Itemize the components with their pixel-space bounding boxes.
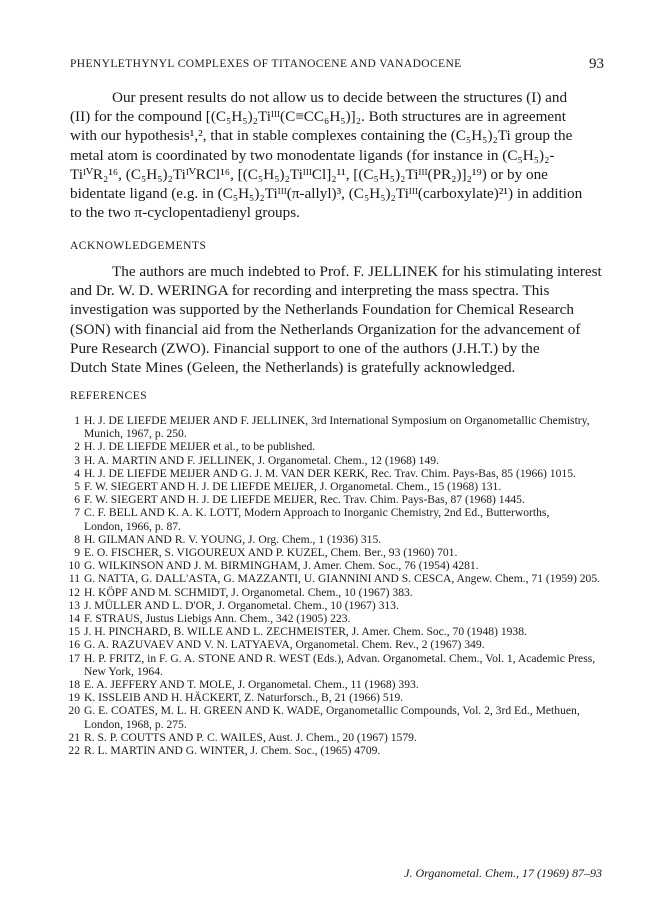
- reference-number: 18: [68, 678, 80, 692]
- reference-text-line: Munich, 1967, p. 250.: [84, 427, 187, 441]
- reference-text-line: C. F. BELL AND K. A. K. LOTT, Modern Approach to Inorganic Chemistry, 2nd Ed., Butterworths,: [84, 506, 550, 520]
- reference-text-line: London, 1966, p. 87.: [84, 519, 181, 533]
- reference-text-line: E. O. FISCHER, S. VIGOUREUX AND P. KUZEL, Chem. Ber., 93 (1960) 701.: [84, 546, 458, 560]
- paragraph-line: metal atom is coordinated by two monodentate ligands (for instance in (C₅H₅)₂-: [70, 146, 555, 164]
- reference-number: 11: [68, 572, 80, 586]
- reference-text-line: H. A. MARTIN AND F. JELLINEK, J. Organometal. Chem., 12 (1968) 149.: [84, 453, 439, 467]
- reference-number: 8: [74, 532, 80, 546]
- paragraph-line: to the two π-cyclopentadienyl groups.: [70, 204, 300, 222]
- reference-number: 16: [68, 638, 80, 652]
- reference-number: 9: [74, 546, 80, 560]
- reference-number: 13: [68, 598, 80, 612]
- reference-number: 3: [74, 453, 80, 467]
- reference-text-line: G. WILKINSON AND J. M. BIRMINGHAM, J. Amer. Chem. Soc., 76 (1954) 4281.: [84, 559, 479, 573]
- paragraph-line: Dutch State Mines (Geleen, the Netherlands) is gratefully acknowledged.: [70, 359, 516, 377]
- reference-text-line: H. P. FRITZ, in F. G. A. STONE AND R. WEST (Eds.), Advan. Organometal. Chem., Vol. 1, Academic Press,: [84, 651, 596, 665]
- reference-item: [68, 546, 608, 559]
- paragraph-line: Our present results do not allow us to decide between the structures (I) and: [112, 89, 568, 106]
- reference-text-line: J. MÜLLER AND L. D'OR, J. Organometal. Chem., 10 (1967) 313.: [84, 598, 399, 612]
- paragraph-line: bidentate ligand (e.g. in (C₅H₅)₂Tiᴵᴵᴵ(π-allyl)³, (C₅H₅)₂Tiᴵᴵᴵ(carboxylate)²¹) in addition: [70, 185, 583, 203]
- reference-text-line: H. J. DE LIEFDE MEIJER AND G. J. M. VAN DER KERK, Rec. Trav. Chim. Pays-Bas, 85 (1966) 1015.: [84, 466, 576, 480]
- reference-item: [68, 493, 608, 506]
- reference-number: 6: [74, 493, 80, 507]
- reference-text-line: R. L. MARTIN AND G. WINTER, J. Chem. Soc., (1965) 4709.: [84, 744, 381, 758]
- reference-item: [68, 440, 608, 453]
- references-heading: REFERENCES: [70, 390, 148, 402]
- reference-number: 1: [74, 414, 80, 427]
- reference-item: [68, 480, 608, 493]
- running-head: [70, 58, 604, 74]
- reference-text-line: H. KÖPF AND M. SCHMIDT, J. Organometal. Chem., 10 (1967) 383.: [84, 585, 413, 599]
- paragraph-line: Pure Research (ZWO). Financial support to one of the authors (J.H.T.) by the: [70, 339, 540, 357]
- reference-text-line: G. E. COATES, M. L. H. GREEN AND K. WADE, Organometallic Compounds, Vol. 2, 3rd Ed., Methuen,: [84, 704, 580, 718]
- reference-text-line: R. S. P. COUTTS AND P. C. WAILES, Aust. J. Chem., 20 (1967) 1579.: [84, 730, 417, 744]
- reference-number: 22: [68, 744, 80, 758]
- reference-number: 21: [68, 730, 80, 744]
- paragraph-line: and Dr. W. D. WERINGA for recording and interpreting the mass spectra. This: [70, 282, 550, 300]
- acknowledgements-heading: ACKNOWLEDGEMENTS: [70, 240, 207, 252]
- reference-text-line: F. W. SIEGERT AND H. J. DE LIEFDE MEIJER, J. Organometal. Chem., 15 (1968) 131.: [84, 480, 502, 494]
- acknowledgements-paragraph: [70, 262, 604, 377]
- reference-item: [68, 612, 608, 625]
- paragraph-line: TiᴵⱽR₂¹⁶, (C₅H₅)₂TiᴵⱽRCl¹⁶, [(C₅H₅)₂TiᴵᴵᴵCl]₂¹¹, [(C₅H₅)₂Tiᴵᴵᴵ(PR₂)]₂¹⁹) or by one: [70, 165, 548, 183]
- paragraph-line: (SON) with financial aid from the Netherlands Organization for the advancement of: [70, 320, 581, 338]
- reference-item: [68, 704, 608, 730]
- reference-item: [68, 506, 608, 532]
- reference-item: [68, 572, 608, 585]
- reference-text-line: J. H. PINCHARD, B. WILLE AND L. ZECHMEISTER, J. Amer. Chem. Soc., 70 (1948) 1938.: [84, 625, 527, 639]
- reference-text-line: H. J. DE LIEFDE MEIJER et al., to be published.: [84, 440, 316, 454]
- reference-text-line: K. ISSLEIB AND H. HÄCKERT, Z. Naturforsch., B, 21 (1966) 519.: [84, 691, 404, 705]
- reference-text-line: G. NATTA, G. DALL'ASTA, G. MAZZANTI, U. GIANNINI AND S. CESCA, Angew. Chem., 71 (1959) 205.: [84, 572, 601, 586]
- reference-number: 14: [68, 612, 80, 626]
- paragraph-line: The authors are much indebted to Prof. F. JELLINEK for his stimulating interest: [112, 263, 602, 280]
- reference-text-line: F. STRAUS, Justus Liebigs Ann. Chem., 342 (1905) 223.: [84, 612, 351, 626]
- reference-item: [68, 678, 608, 691]
- journal-footer: J. Organometal. Chem., 17 (1969) 87–93: [404, 866, 602, 880]
- paragraph-line: with our hypothesis¹,², that in stable complexes containing the (C₅H₅)₂Ti group the: [70, 127, 573, 145]
- reference-item: [68, 599, 608, 612]
- reference-number: 19: [68, 691, 80, 705]
- paragraph-line: (II) for the compound [(C₅H₅)₂Tiᴵᴵᴵ(C≡CC₆H₅)]₂. Both structures are in agreement: [70, 108, 566, 126]
- reference-item: [68, 691, 608, 704]
- reference-item: [68, 652, 608, 678]
- reference-item: [68, 414, 608, 440]
- reference-item: [68, 638, 608, 651]
- reference-text-line: H. GILMAN AND R. V. YOUNG, J. Org. Chem., 1 (1936) 315.: [84, 532, 382, 546]
- reference-item: [68, 533, 608, 546]
- running-head-title: PHENYLETHYNYL COMPLEXES OF TITANOCENE AND VANADOCENE: [70, 58, 462, 70]
- reference-number: 2: [74, 440, 80, 454]
- reference-text-line: F. W. SIEGERT AND H. J. DE LIEFDE MEIJER, Rec. Trav. Chim. Pays-Bas, 87 (1968) 1445.: [84, 493, 525, 507]
- reference-item: [68, 625, 608, 638]
- reference-text-line: E. A. JEFFERY AND T. MOLE, J. Organometal. Chem., 11 (1968) 393.: [84, 678, 419, 692]
- reference-item: [68, 467, 608, 480]
- reference-text-line: H. J. DE LIEFDE MEIJER AND F. JELLINEK, 3rd International Symposium on Organometallic Chemistry,: [84, 414, 590, 427]
- page-number: 93: [589, 56, 604, 72]
- reference-item: [68, 744, 608, 757]
- reference-text-line: London, 1968, p. 275.: [84, 717, 187, 731]
- reference-number: 15: [68, 625, 80, 639]
- reference-number: 12: [68, 585, 80, 599]
- discussion-paragraph: [70, 88, 604, 222]
- reference-item: [68, 454, 608, 467]
- paragraph-line: investigation was supported by the Netherlands Foundation for Chemical Research: [70, 301, 575, 319]
- reference-number: 10: [68, 559, 80, 573]
- reference-number: 17: [68, 651, 80, 665]
- reference-item: [68, 559, 608, 572]
- reference-list: [68, 414, 608, 757]
- reference-number: 4: [74, 466, 80, 480]
- reference-item: [68, 731, 608, 744]
- reference-number: 20: [68, 704, 80, 718]
- reference-text-line: New York, 1964.: [84, 664, 163, 678]
- reference-text-line: G. A. RAZUVAEV AND V. N. LATYAEVA, Organometal. Chem. Rev., 2 (1967) 349.: [84, 638, 485, 652]
- reference-item: [68, 586, 608, 599]
- reference-number: 5: [74, 480, 80, 494]
- reference-number: 7: [74, 506, 80, 520]
